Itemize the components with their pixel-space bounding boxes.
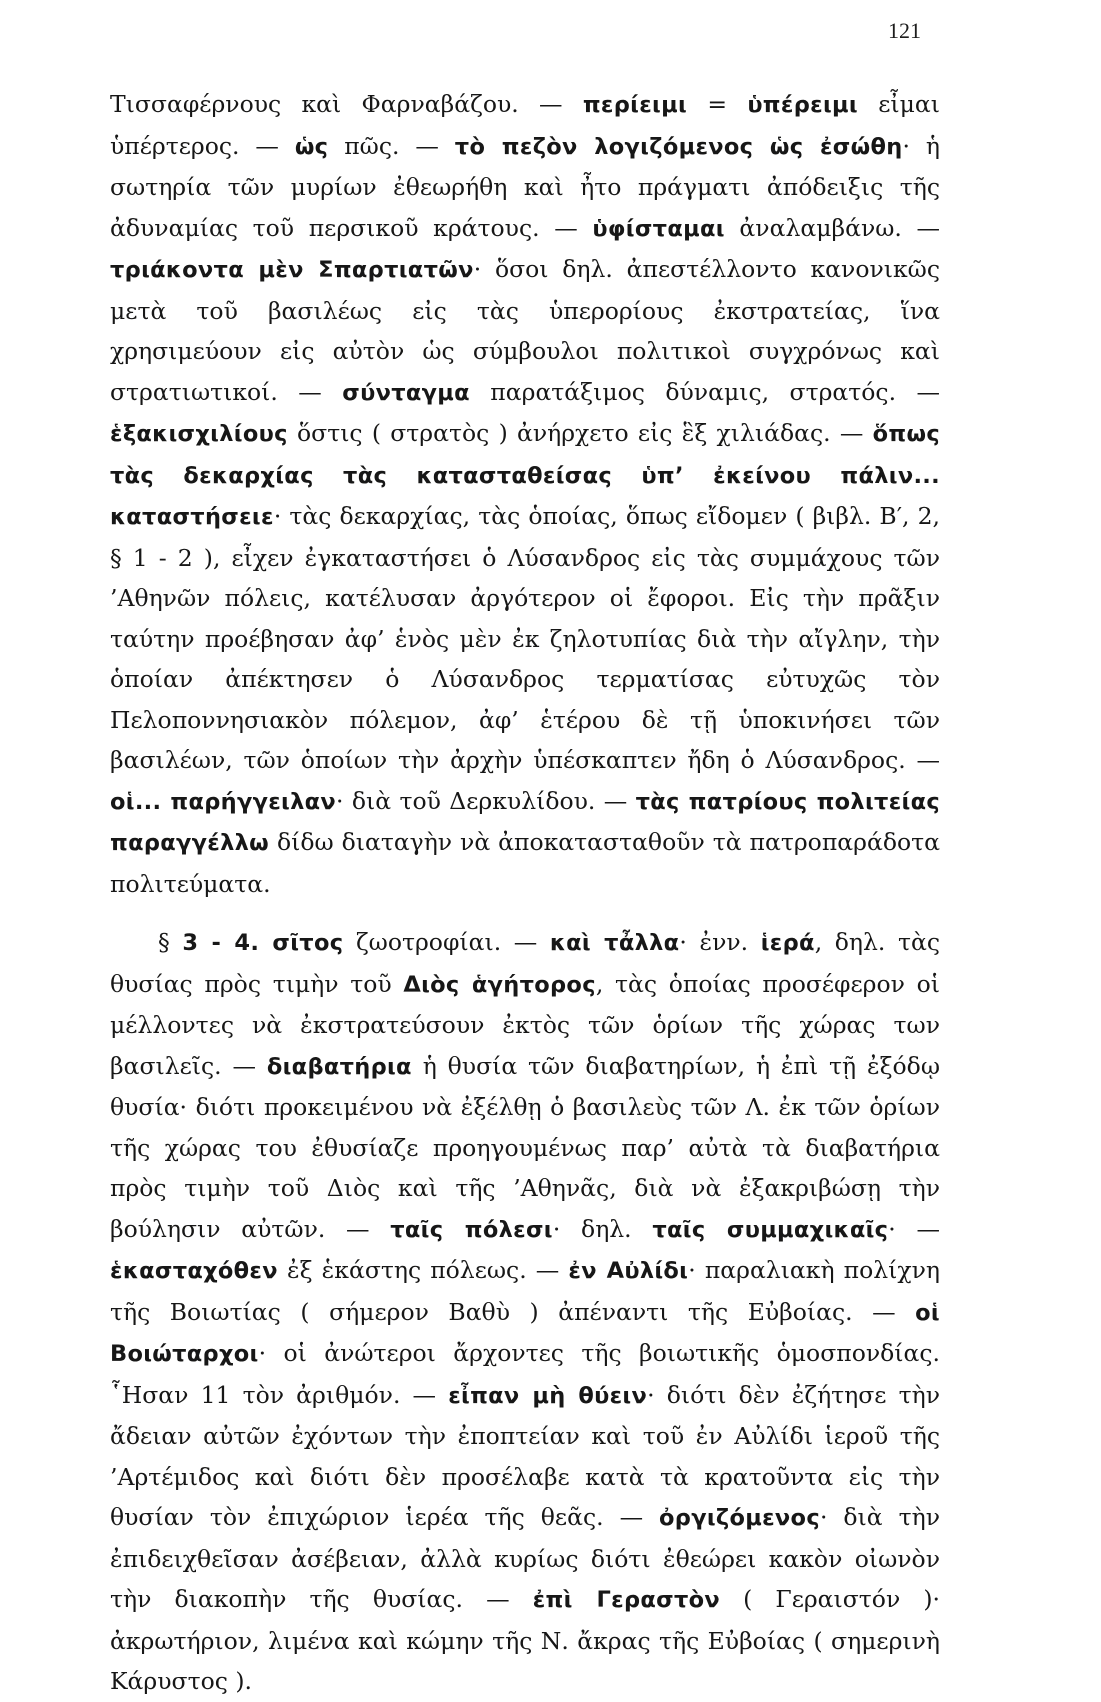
gloss-text: παρατάξιμος δύναμις, στρατός. — bbox=[469, 377, 940, 406]
gloss-text: · τὰς δεκαρχίας, τὰς ὁποίας, ὅπως εἴδομεν ( βιβλ. Β′, 2, § 1 - 2 ), εἶχεν ἐγκαταστήσει ὁ Λύσανδρος εἰς τὰς συμμάχους τῶν ’Αθηνῶν πόλεις, κατέλυσαν ἀργότερον οἱ ἔφοροι. Εἰς τὴν πρᾶξιν ταύτην προέβησαν ἀφ’ ἑνὸς μὲν ἐκ ζηλοτυπίας διὰ τὴν αἴγλην, τὴν ὁποίαν ἀπέκτησεν ὁ Λύσανδρος τερματίσας εὐτυχῶς τὸν Πελοποννησιακὸν πόλεμον, ἀφ’ ἑτέρου δὲ τῇ ὑποκινήσει τῶν βασιλέων, τῶν ὁποίων τὴν ἀρχὴν ὑπέσκαπτεν ἤδη ὁ Λύσανδρος. — bbox=[110, 502, 940, 774]
lemma-term: 3 - 4. σῖτος bbox=[182, 930, 344, 956]
gloss-text: , τὰς ὁποίας προσέφερον οἱ μέλλοντες νὰ ἐκστρατεύσουν ἐκτὸς τῶν ὁρίων τῆς χώρας των βασιλεῖς. — bbox=[110, 969, 940, 1080]
gloss-text: § bbox=[158, 928, 183, 956]
lemma-term: ἑξακισχιλίους bbox=[110, 421, 288, 447]
gloss-text: · δηλ. bbox=[552, 1214, 653, 1243]
lemma-term: τριάκοντα μὲν Σπαρτιατῶν bbox=[110, 257, 474, 283]
lemma-term: Διὸς ἁγήτορος bbox=[403, 971, 596, 998]
paragraph-2 bbox=[110, 922, 940, 1702]
gloss-text: ὅστις ( στρατὸς ) ἀνήρχετο εἰς ἓξ χιλιάδας. — bbox=[287, 419, 873, 447]
lemma-term: ὑφίσταμαι bbox=[592, 215, 725, 242]
lemma-term: περίειμι bbox=[582, 92, 688, 118]
lemma-term: τὸ πεζὸν λογιζόμενος ὡς ἐσώθη bbox=[454, 133, 903, 160]
lemma-term: τὰς πατρίους πολιτείας παραγγέλλω bbox=[110, 788, 940, 856]
gloss-text: · ἐνν. bbox=[679, 928, 761, 956]
gloss-text: ἀναλαμβάνω. — bbox=[724, 213, 941, 242]
lemma-term: ἐπὶ Γεραστὸν bbox=[532, 1587, 720, 1613]
paragraph-1 bbox=[110, 84, 940, 904]
gloss-text: = bbox=[687, 90, 748, 118]
gloss-text: · ἡ σωτηρία τῶν μυρίων ἐθεωρήθη καὶ ἦτο πράγματι ἀπόδειξις τῆς ἀδυναμίας τοῦ περσικοῦ κράτους. — bbox=[110, 131, 940, 242]
gloss-text: πῶς. — bbox=[328, 131, 455, 160]
lemma-term: ὡς bbox=[294, 133, 329, 160]
gloss-text: ἡ θυσία τῶν διαβατηρίων, ἡ ἐπὶ τῇ ἐξόδῳ θυσία· διότι προκειμένου νὰ ἐξέλθῃ ὁ βασιλεὺς τῶν Λ. ἐκ τῶν ὁρίων τῆς χώρας του ἐθυσίαζε προηγουμένως παρ’ αὐτὰ τὰ διαβατήρια πρὸς τιμὴν τοῦ Διὸς καὶ τῆς ’Αθηνᾶς, διὰ νὰ ἐξακριβώσῃ τὴν βούλησιν αὐτῶν. — bbox=[110, 1051, 940, 1243]
lemma-term: οἱ Βοιώταρχοι bbox=[110, 1299, 940, 1367]
lemma-term: καὶ τἆλλα bbox=[549, 930, 680, 956]
lemma-term: ὅπως τὰς δεκαρχίας τὰς κατασταθείσας ὑπ’ ἐκείνου πάλιν... καταστήσειε bbox=[110, 421, 940, 530]
lemma-term: ταῖς πόλεσι bbox=[390, 1216, 553, 1243]
lemma-term: ἑκασταχόθεν bbox=[110, 1258, 278, 1284]
gloss-text: Τισσαφέρνους καὶ Φαρναβάζου. — bbox=[110, 90, 583, 118]
lemma-term: εἶπαν μὴ θύειν bbox=[448, 1382, 648, 1409]
lemma-term: ταῖς συμμαχικαῖς bbox=[652, 1216, 889, 1243]
gloss-text: , δηλ. τὰς θυσίας πρὸς τιμὴν τοῦ bbox=[110, 928, 940, 998]
gloss-text: · διὰ τὴν ἐπιδειχθεῖσαν ἀσέβειαν, ἀλλὰ κυρίως διότι ἐθεώρει κακὸν οἰωνὸν τὴν διακοπὴν τῆς θυσίας. — bbox=[110, 1503, 940, 1613]
lemma-term: ἐν Αὐλίδι bbox=[568, 1258, 689, 1284]
gloss-text: ἐξ ἑκάστης πόλεως. — bbox=[277, 1256, 569, 1284]
gloss-text: · διότι δὲν ἐζήτησε τὴν ἄδειαν αὐτῶν ἐχόντων τὴν ἐποπτείαν καὶ τοῦ ἐν Αὐλίδι ἱεροῦ τῆς ’Αρτέμιδος καὶ διότι δὲν προσέλαβε κατὰ τὰ κρατοῦντα εἰς τὴν θυσίαν τὸν ἐπιχώριον ἱερέα τῆς θεᾶς. — bbox=[110, 1380, 940, 1531]
lemma-term: ἱερά bbox=[760, 930, 815, 956]
gloss-text: ζωοτροφίαι. — bbox=[343, 928, 550, 956]
gloss-text: · οἱ ἀνώτεροι ἄρχοντες τῆς βοιωτικῆς ὁμοσπονδίας. ῟Ησαν 11 τὸν ἀριθμόν. — bbox=[110, 1339, 940, 1409]
gloss-text: · παραλιακὴ πολίχνη τῆς Βοιωτίας ( σήμερον Βαθὺ ) ἀπέναντι τῆς Εὐβοίας. — bbox=[110, 1256, 940, 1326]
page-number: 121 bbox=[888, 18, 921, 43]
gloss-text: ( Γεραιστόν )· ἀκρωτήριον, λιμένα καὶ κώμην τῆς Ν. ἄκρας τῆς Εὐβοίας ( σημερινὴ Κάρυστος ). bbox=[110, 1585, 940, 1695]
lemma-term: οἱ... παρήγγειλαν bbox=[110, 788, 337, 815]
lemma-term: ὀργιζόμενος bbox=[659, 1505, 820, 1531]
gloss-text: δίδω διαταγὴν νὰ ἀποκατασταθοῦν τὰ πατροπαράδοτα πολιτεύματα. bbox=[110, 828, 940, 898]
lemma-term: σύνταγμα bbox=[342, 379, 470, 406]
gloss-text: εἶμαι ὑπέρτερος. — bbox=[110, 90, 940, 160]
gloss-text: · — bbox=[888, 1214, 940, 1243]
gloss-text: · διὰ τοῦ Δερκυλίδου. — bbox=[336, 786, 636, 815]
lemma-term: διαβατήρια bbox=[266, 1053, 412, 1080]
gloss-text: · ὅσοι δηλ. ἀπεστέλλοντο κανονικῶς μετὰ τοῦ βασιλέως εἰς τὰς ὑπερορίους ἐκστρατείας, ἵνα χρησιμεύουν εἰς αὐτὸν ὡς σύμβουλοι πολιτικοὶ συγχρόνως καὶ στρατιωτικοί. — bbox=[110, 255, 940, 406]
commentary-text bbox=[110, 84, 940, 1702]
lemma-term: ὑπέρειμι bbox=[747, 92, 858, 118]
